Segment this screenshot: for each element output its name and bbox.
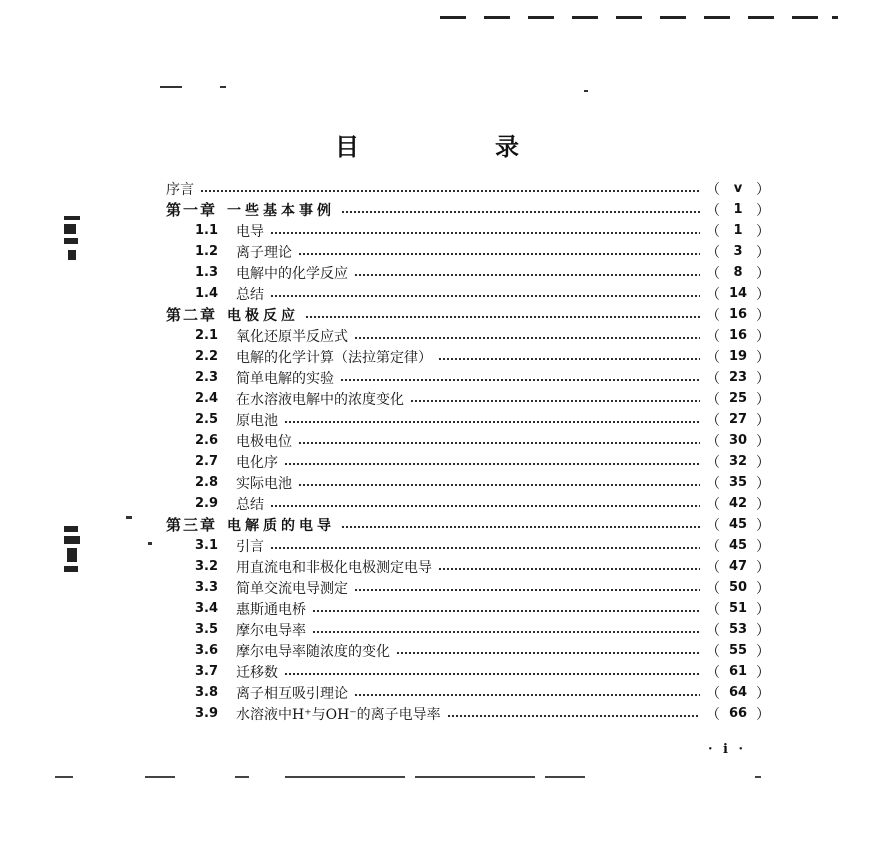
toc-section-row[interactable] <box>166 661 770 682</box>
open-paren: （ <box>706 601 720 618</box>
toc-page-number: 45 <box>728 538 748 553</box>
toc-entry-title: 总结 <box>236 286 264 303</box>
toc-page-reference <box>706 179 770 199</box>
toc-page-number: 47 <box>728 559 748 574</box>
toc-entry-number: 2.8 <box>194 475 218 490</box>
dot-leader <box>354 589 700 591</box>
close-paren: ） <box>756 265 770 282</box>
toc-page-reference <box>706 389 770 409</box>
close-paren: ） <box>756 685 770 702</box>
toc-page-reference <box>706 683 770 703</box>
toc-entry-title: 电极电位 <box>236 433 292 450</box>
dot-leader <box>270 547 700 549</box>
toc-entry-title: 迁移数 <box>236 664 278 681</box>
toc-page-reference <box>706 620 770 640</box>
toc-page-number: 35 <box>728 475 748 490</box>
open-paren: （ <box>706 559 720 576</box>
toc-entry-number: 3.8 <box>194 685 218 700</box>
dot-leader <box>341 211 700 213</box>
close-paren: ） <box>756 328 770 345</box>
toc-section-row[interactable] <box>166 619 770 640</box>
toc-page-reference <box>706 221 770 241</box>
close-paren: ） <box>756 307 770 324</box>
toc-entry-title: 惠斯通电桥 <box>236 601 306 618</box>
toc-page-reference <box>706 578 770 598</box>
toc-page-number: 25 <box>728 391 748 406</box>
toc-entry-title: 原电池 <box>236 412 278 429</box>
open-paren: （ <box>706 202 720 219</box>
toc-page-number: 16 <box>728 307 748 322</box>
open-paren: （ <box>706 265 720 282</box>
close-paren: ） <box>756 601 770 618</box>
toc-entry-number: 1.3 <box>194 265 218 280</box>
close-paren: ） <box>756 622 770 639</box>
toc-entry-title: 简单电解的实验 <box>236 370 334 387</box>
toc-page-number: 66 <box>728 706 748 721</box>
toc-entry-number: 3.1 <box>194 538 218 553</box>
close-paren: ） <box>756 475 770 492</box>
toc-section-row[interactable] <box>166 451 770 472</box>
toc-page-number: 51 <box>728 601 748 616</box>
toc-section-row[interactable] <box>166 472 770 493</box>
close-paren: ） <box>756 664 770 681</box>
toc-page-reference <box>706 599 770 619</box>
open-paren: （ <box>706 223 720 240</box>
dot-leader <box>438 358 700 360</box>
toc-page-reference <box>706 242 770 262</box>
dot-leader <box>447 715 700 717</box>
toc-entry-number: 3.9 <box>194 706 218 721</box>
toc-entry-number: 2.7 <box>194 454 218 469</box>
open-paren: （ <box>706 622 720 639</box>
open-paren: （ <box>706 664 720 681</box>
toc-entry-title: 用直流电和非极化电极测定电导 <box>236 559 432 576</box>
toc-entry-number: 第三章 <box>166 516 218 534</box>
toc-page-reference <box>706 326 770 346</box>
toc-page-reference <box>706 305 770 325</box>
dot-leader <box>312 631 700 633</box>
toc-entry-number: 2.1 <box>194 328 218 343</box>
toc-entry-title: 电导 <box>236 223 264 240</box>
toc-entry-number: 第二章 <box>166 306 218 324</box>
toc-page-number: 3 <box>733 244 743 259</box>
toc-entry-number: 1.1 <box>194 223 218 238</box>
open-paren: （ <box>706 412 720 429</box>
dot-leader <box>341 526 700 528</box>
close-paren: ） <box>756 706 770 723</box>
toc-section-row[interactable] <box>166 535 770 556</box>
toc-entry-title: 电解质的电导 <box>227 517 336 534</box>
close-paren: ） <box>756 244 770 261</box>
dot-leader <box>284 673 700 675</box>
open-paren: （ <box>706 181 720 198</box>
close-paren: ） <box>756 433 770 450</box>
page-number: · i · <box>708 742 747 757</box>
toc-entry-title: 电解的化学计算（法拉第定律） <box>236 349 432 366</box>
toc-entry-title: 实际电池 <box>236 475 292 492</box>
toc-section-row[interactable] <box>166 283 770 304</box>
open-paren: （ <box>706 244 720 261</box>
toc-entry-number: 3.7 <box>194 664 218 679</box>
open-paren: （ <box>706 328 720 345</box>
toc-page-number: 23 <box>728 370 748 385</box>
toc-page-reference <box>706 641 770 661</box>
toc-page-reference <box>706 263 770 283</box>
toc-entry-number: 2.6 <box>194 433 218 448</box>
toc-section-row[interactable] <box>166 556 770 577</box>
toc-entry-number: 2.9 <box>194 496 218 511</box>
toc-section-row[interactable] <box>166 430 770 451</box>
toc-page-reference <box>706 368 770 388</box>
dot-leader <box>298 253 700 255</box>
toc-page-number: 19 <box>728 349 748 364</box>
open-paren: （ <box>706 496 720 513</box>
toc-entry-title: 序言 <box>166 181 194 198</box>
toc-page-reference <box>706 515 770 535</box>
toc-section-row[interactable] <box>166 388 770 409</box>
toc-entry-title: 简单交流电导测定 <box>236 580 348 597</box>
open-paren: （ <box>706 475 720 492</box>
toc-entry-number: 2.2 <box>194 349 218 364</box>
toc-section-row[interactable] <box>166 682 770 703</box>
toc-entry-title: 电极反应 <box>227 307 300 324</box>
toc-page-number: 53 <box>728 622 748 637</box>
toc-page-number: 14 <box>728 286 748 301</box>
toc-page-number: 50 <box>728 580 748 595</box>
toc-page-number: v <box>733 181 743 196</box>
toc-section-row[interactable] <box>166 640 770 661</box>
open-paren: （ <box>706 538 720 555</box>
close-paren: ） <box>756 517 770 534</box>
toc-page-number: 61 <box>728 664 748 679</box>
open-paren: （ <box>706 349 720 366</box>
dot-leader <box>284 421 700 423</box>
open-paren: （ <box>706 580 720 597</box>
dot-leader <box>270 295 700 297</box>
dot-leader <box>312 610 700 612</box>
toc-entry-title: 电化序 <box>236 454 278 471</box>
dot-leader <box>298 442 700 444</box>
toc-page-reference <box>706 494 770 514</box>
close-paren: ） <box>756 643 770 660</box>
toc-section-row[interactable] <box>166 577 770 598</box>
open-paren: （ <box>706 391 720 408</box>
toc-section-row[interactable] <box>166 346 770 367</box>
toc-page-number: 55 <box>728 643 748 658</box>
toc-chapter-row[interactable] <box>166 514 770 535</box>
toc-page-reference <box>706 347 770 367</box>
toc-entry-number: 第一章 <box>166 201 218 219</box>
scan-artifact-bottom <box>55 776 775 782</box>
toc-page-number: 1 <box>733 223 743 238</box>
toc-entry-number: 1.4 <box>194 286 218 301</box>
toc-entry-number: 3.3 <box>194 580 218 595</box>
dot-leader <box>340 379 700 381</box>
toc-entry-title: 摩尔电导率随浓度的变化 <box>236 643 390 660</box>
toc-entry-title: 离子理论 <box>236 244 292 261</box>
scan-artifact-dashes <box>440 16 840 24</box>
dot-leader <box>200 190 700 192</box>
toc-entry-number: 3.5 <box>194 622 218 637</box>
open-paren: （ <box>706 433 720 450</box>
toc-page-number: 42 <box>728 496 748 511</box>
toc-entry-number: 2.3 <box>194 370 218 385</box>
open-paren: （ <box>706 454 720 471</box>
page-title: 目 录 <box>335 132 575 161</box>
open-paren: （ <box>706 286 720 303</box>
toc-entry-title: 一些基本事例 <box>227 202 336 219</box>
toc-page-number: 27 <box>728 412 748 427</box>
toc-entry-number: 2.5 <box>194 412 218 427</box>
toc-page-number: 30 <box>728 433 748 448</box>
margin-binding-mark <box>64 524 82 584</box>
toc-section-row[interactable] <box>166 367 770 388</box>
toc-page-number: 8 <box>733 265 743 280</box>
toc-entry-title: 总结 <box>236 496 264 513</box>
dot-leader <box>354 274 700 276</box>
open-paren: （ <box>706 307 720 324</box>
scan-artifact-mark <box>584 90 588 92</box>
dot-leader <box>354 337 700 339</box>
dot-leader <box>410 400 700 402</box>
toc-page-number: 64 <box>728 685 748 700</box>
toc-entry-number: 1.2 <box>194 244 218 259</box>
toc-entry-title: 氧化还原半反应式 <box>236 328 348 345</box>
open-paren: （ <box>706 685 720 702</box>
toc-entry-title: 摩尔电导率 <box>236 622 306 639</box>
open-paren: （ <box>706 517 720 534</box>
toc-page-number: 45 <box>728 517 748 532</box>
close-paren: ） <box>756 538 770 555</box>
toc-section-row[interactable] <box>166 409 770 430</box>
scan-artifact-mark <box>220 86 226 88</box>
dot-leader <box>270 232 700 234</box>
toc-page-reference <box>706 200 770 220</box>
close-paren: ） <box>756 496 770 513</box>
toc-page-reference <box>706 452 770 472</box>
scan-artifact-mark <box>148 542 152 545</box>
toc-section-row[interactable] <box>166 598 770 619</box>
toc-entry-title: 在水溶液电解中的浓度变化 <box>236 391 404 408</box>
toc-page-reference <box>706 704 770 724</box>
toc-chapter-row[interactable] <box>166 304 770 325</box>
close-paren: ） <box>756 223 770 240</box>
toc-section-row[interactable] <box>166 325 770 346</box>
open-paren: （ <box>706 643 720 660</box>
close-paren: ） <box>756 559 770 576</box>
close-paren: ） <box>756 370 770 387</box>
toc-section-row[interactable] <box>166 262 770 283</box>
toc-page-reference <box>706 473 770 493</box>
toc-page-number: 16 <box>728 328 748 343</box>
dot-leader <box>284 463 700 465</box>
toc-section-row[interactable] <box>166 703 770 724</box>
table-of-contents <box>166 178 770 724</box>
toc-page-reference <box>706 557 770 577</box>
toc-entry-title: 离子相互吸引理论 <box>236 685 348 702</box>
dot-leader <box>270 505 700 507</box>
scan-artifact-mark <box>160 86 182 88</box>
dot-leader <box>298 484 700 486</box>
open-paren: （ <box>706 706 720 723</box>
toc-page-reference <box>706 410 770 430</box>
toc-section-row[interactable] <box>166 220 770 241</box>
toc-entry-title: 电解中的化学反应 <box>236 265 348 282</box>
close-paren: ） <box>756 202 770 219</box>
toc-entry-title: 水溶液中H⁺与OH⁻的离子电导率 <box>236 706 441 723</box>
toc-page-number: 1 <box>733 202 743 217</box>
toc-page-reference <box>706 284 770 304</box>
toc-entry-number: 3.2 <box>194 559 218 574</box>
toc-page-reference <box>706 536 770 556</box>
toc-entry-number: 2.4 <box>194 391 218 406</box>
close-paren: ） <box>756 454 770 471</box>
dot-leader <box>438 568 700 570</box>
toc-entry-number: 3.6 <box>194 643 218 658</box>
close-paren: ） <box>756 181 770 198</box>
open-paren: （ <box>706 370 720 387</box>
dot-leader <box>396 652 700 654</box>
toc-page-reference <box>706 431 770 451</box>
scan-artifact-mark <box>126 516 132 519</box>
toc-page-number: 32 <box>728 454 748 469</box>
close-paren: ） <box>756 391 770 408</box>
close-paren: ） <box>756 349 770 366</box>
toc-page-reference <box>706 662 770 682</box>
dot-leader <box>354 694 700 696</box>
toc-chapter-row[interactable] <box>166 199 770 220</box>
close-paren: ） <box>756 580 770 597</box>
dot-leader <box>305 316 700 318</box>
toc-entry-title: 引言 <box>236 538 264 555</box>
toc-section-row[interactable] <box>166 493 770 514</box>
margin-binding-mark <box>64 214 82 282</box>
toc-section-row[interactable] <box>166 241 770 262</box>
close-paren: ） <box>756 286 770 303</box>
close-paren: ） <box>756 412 770 429</box>
toc-entry-number: 3.4 <box>194 601 218 616</box>
toc-section-row[interactable] <box>166 178 770 199</box>
